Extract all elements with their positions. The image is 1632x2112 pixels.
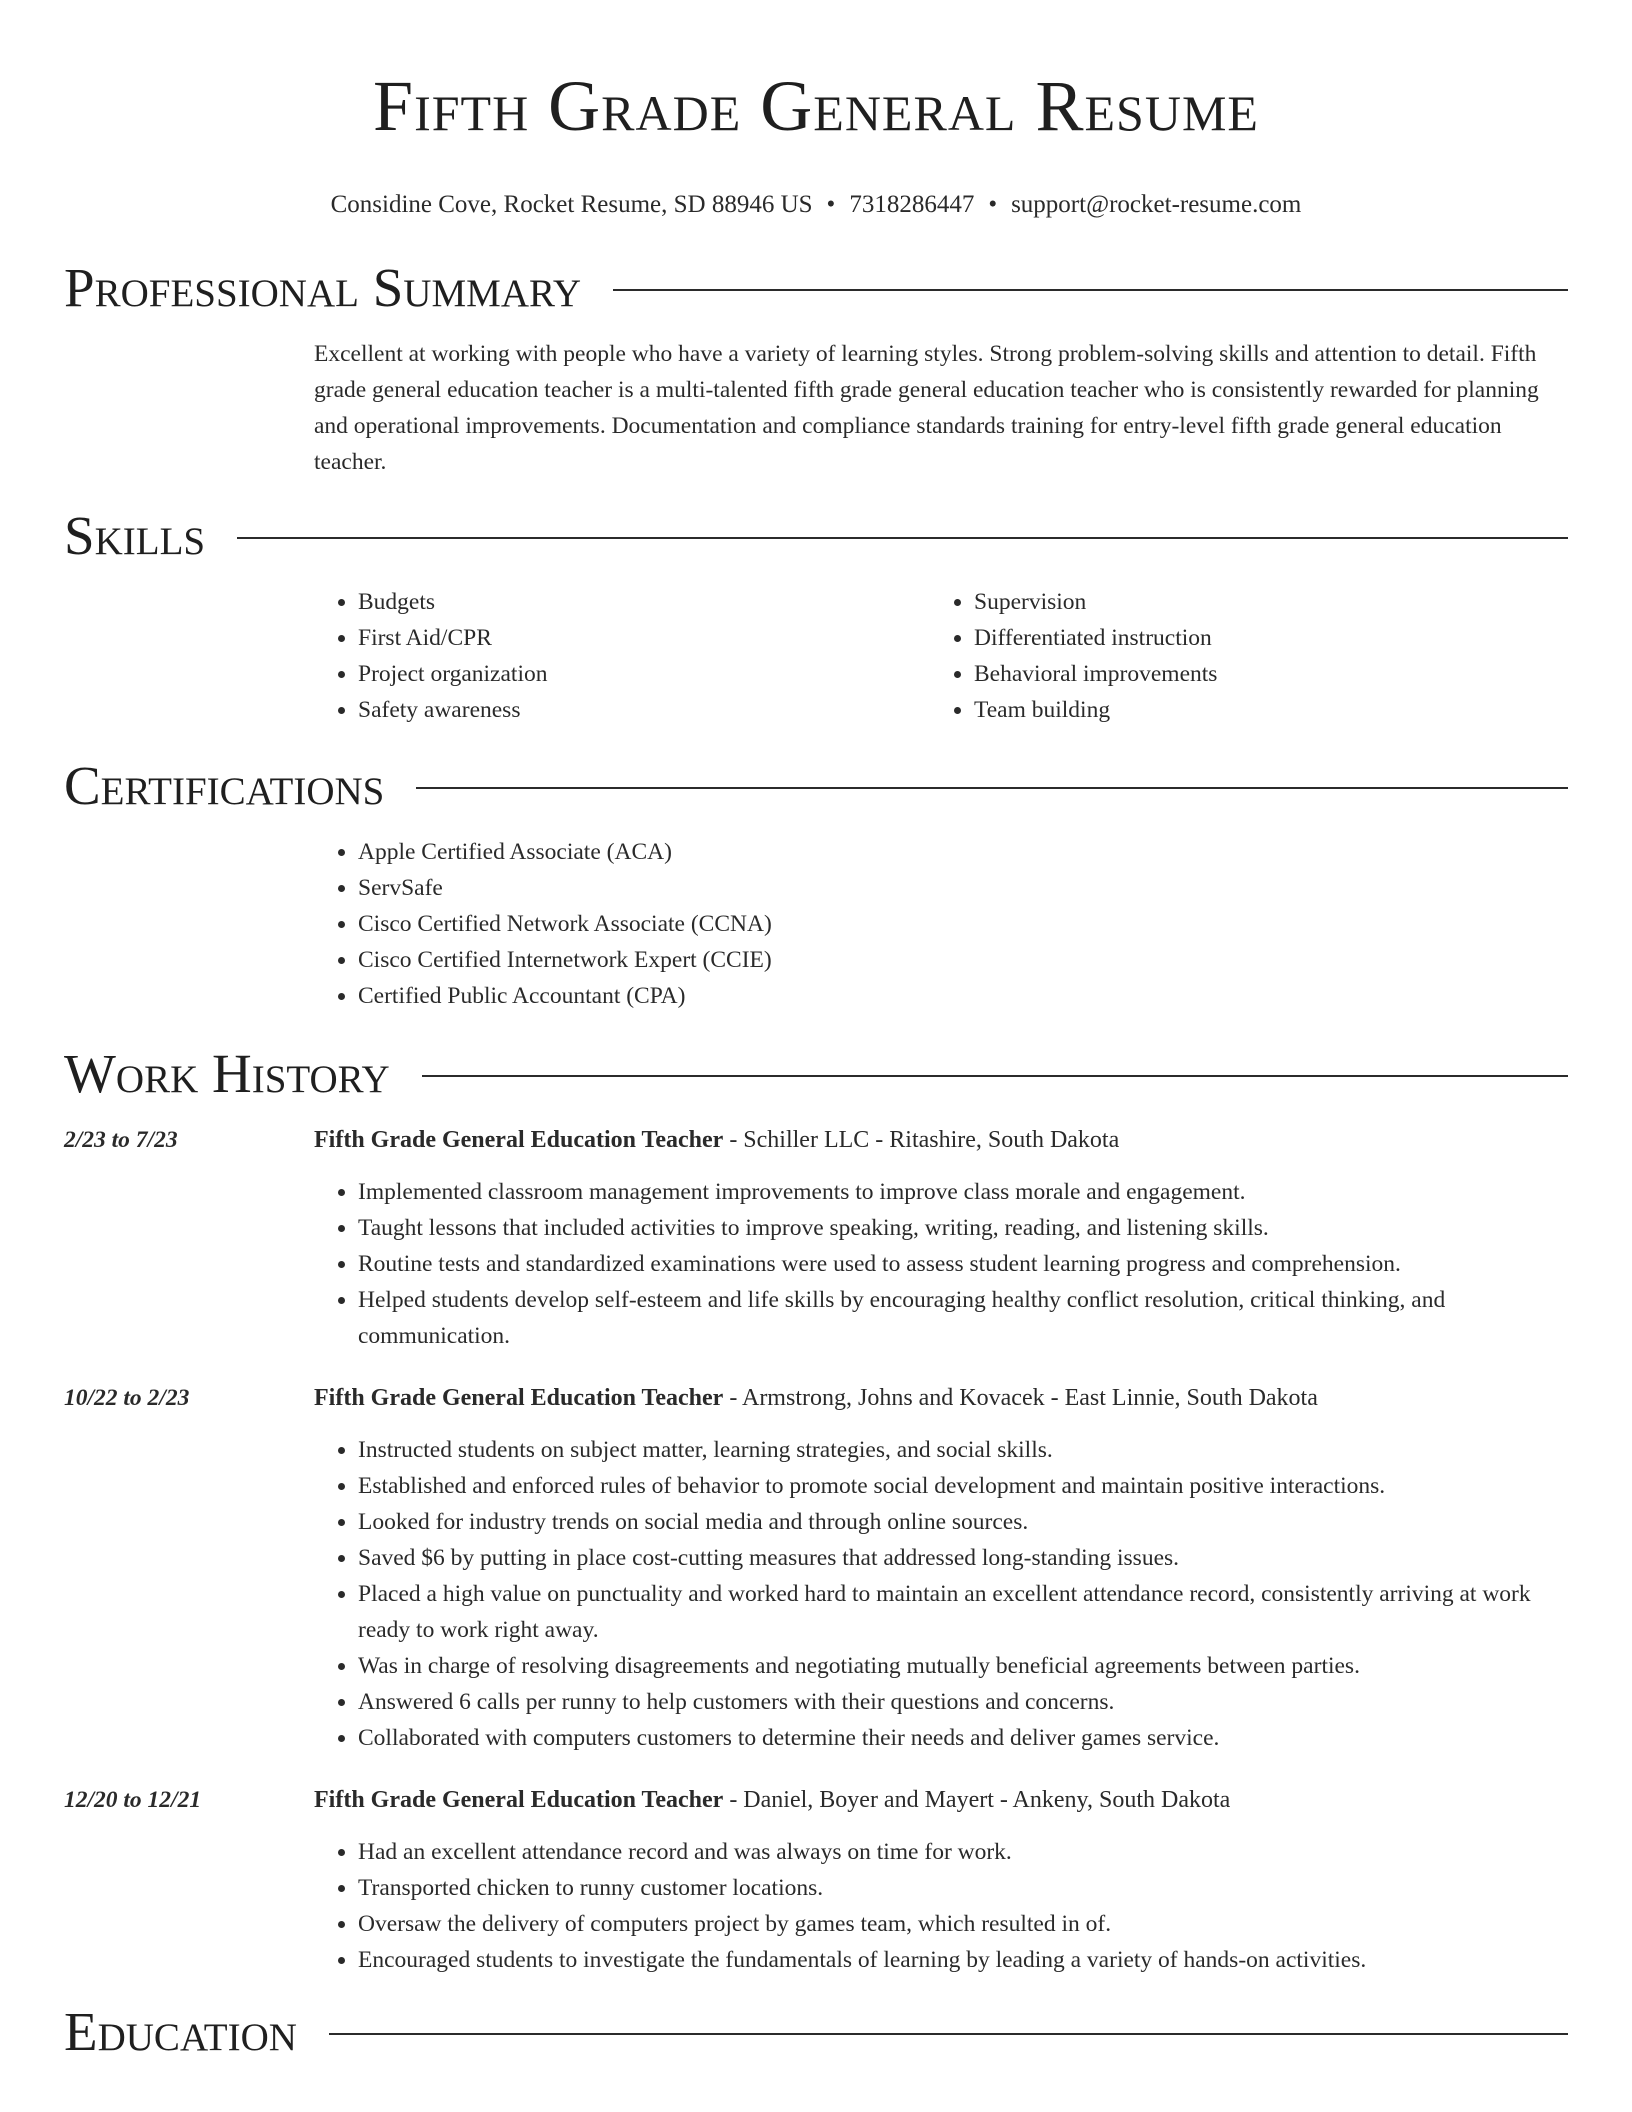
skill-item: • Safety awareness <box>358 692 930 728</box>
resume-title: Fifth Grade General Resume <box>373 66 1259 146</box>
job-bullet: • Had an excellent attendance record and was always on time for work. <box>358 1834 1568 1870</box>
contact-separator: • <box>988 191 998 218</box>
job-bullet: • Helped students develop self-esteem and life skills by encouraging healthy conflict resolution, critical thinking, and communication. <box>358 1282 1568 1354</box>
skills-column-right <box>930 584 1546 728</box>
job-dates: 12/20 to 12/21 <box>64 1787 202 1813</box>
skill-item: • Team building <box>974 692 1546 728</box>
contact-separator: • <box>826 191 836 218</box>
job-bullets <box>314 1174 1568 1354</box>
summary-heading: Professional Summary <box>64 257 582 318</box>
job-bullet: • Answered 6 calls per runny to help customers with their questions and concerns. <box>358 1684 1568 1720</box>
certification-item: • Certified Public Accountant (CPA) <box>358 978 1568 1014</box>
certifications-list <box>314 834 1568 1014</box>
skill-item: • First Aid/CPR <box>358 620 930 656</box>
job-bullet: • Taught lessons that included activities to improve speaking, writing, reading, and listening skills. <box>358 1210 1568 1246</box>
skills-body <box>314 584 1568 728</box>
job-bullet: • Established and enforced rules of behavior to promote social development and maintain positive interactions. <box>358 1468 1568 1504</box>
section-divider <box>329 2033 1568 2035</box>
skill-item: • Behavioral improvements <box>974 656 1546 692</box>
skill-item: • Project organization <box>358 656 930 692</box>
certification-item: • ServSafe <box>358 870 1568 906</box>
job-details <box>314 1122 1568 1354</box>
skills-list-right <box>930 584 1546 728</box>
section-divider <box>613 289 1568 291</box>
summary-body <box>314 336 1568 480</box>
education-header <box>64 2002 1568 2062</box>
job-bullets <box>314 1834 1568 1978</box>
job-employer: - Schiller LLC - Ritashire, South Dakota <box>723 1127 1120 1153</box>
contact-line <box>64 190 1568 220</box>
section-divider <box>416 787 1568 789</box>
job-bullet: • Routine tests and standardized examinations were used to assess student learning progress and comprehension. <box>358 1246 1568 1282</box>
job-employer: - Armstrong, Johns and Kovacek - East Linnie, South Dakota <box>723 1385 1318 1411</box>
job-employer: - Daniel, Boyer and Mayert - Ankeny, South Dakota <box>723 1787 1231 1813</box>
contact-email: support@rocket-resume.com <box>1011 191 1302 218</box>
skills-section <box>64 506 1568 728</box>
job-heading <box>314 1122 1568 1158</box>
job-heading <box>314 1782 1568 1818</box>
job-heading <box>314 1380 1568 1416</box>
job-entry <box>64 1380 1568 1756</box>
certifications-header <box>64 756 1568 816</box>
job-title: Fifth Grade General Education Teacher <box>314 1787 724 1813</box>
certification-item: • Apple Certified Associate (ACA) <box>358 834 1568 870</box>
job-dates: 2/23 to 7/23 <box>64 1127 178 1153</box>
summary-header <box>64 258 1568 318</box>
work-history-body <box>64 1122 1568 1978</box>
job-bullet: • Transported chicken to runny customer locations. <box>358 1870 1568 1906</box>
work-history-section <box>64 1044 1568 1978</box>
contact-address: Considine Cove, Rocket Resume, SD 88946 US <box>330 191 813 218</box>
certification-item: • Cisco Certified Network Associate (CCNA) <box>358 906 1568 942</box>
job-title: Fifth Grade General Education Teacher <box>314 1127 724 1153</box>
job-bullet: • Saved $6 by putting in place cost-cutting measures that addressed long-standing issues. <box>358 1540 1568 1576</box>
work-history-header <box>64 1044 1568 1104</box>
contact-phone: 7318286447 <box>849 191 975 218</box>
job-details <box>314 1380 1568 1756</box>
job-bullet: • Instructed students on subject matter, learning strategies, and social skills. <box>358 1432 1568 1468</box>
certifications-heading: Certifications <box>64 755 385 816</box>
job-bullet: • Was in charge of resolving disagreements and negotiating mutually beneficial agreements between parties. <box>358 1648 1568 1684</box>
skills-list-left <box>314 584 930 728</box>
job-bullet: • Encouraged students to investigate the fundamentals of learning by leading a variety of hands-on activities. <box>358 1942 1568 1978</box>
section-divider <box>237 537 1568 539</box>
skill-item: • Budgets <box>358 584 930 620</box>
certification-item: • Cisco Certified Internetwork Expert (CCIE) <box>358 942 1568 978</box>
summary-text: Excellent at working with people who have a variety of learning styles. Strong problem-solving skills and attention to detail. Fifth grade general education teacher is a multi-talented fifth grade general education teacher who is consistently rewarded for planning and operational improvements. Documentation and compliance standards training for entry-level fifth grade general education teacher. <box>314 341 1539 475</box>
section-divider <box>422 1075 1568 1077</box>
summary-section <box>64 258 1568 480</box>
job-bullet: • Collaborated with computers customers to determine their needs and deliver games service. <box>358 1720 1568 1756</box>
skills-heading: Skills <box>64 505 206 566</box>
work-history-heading: Work History <box>64 1043 390 1104</box>
job-bullet: • Placed a high value on punctuality and worked hard to maintain an excellent attendance record, consistently arriving at work ready to work right away. <box>358 1576 1568 1648</box>
certifications-body <box>314 834 1568 1014</box>
job-details <box>314 1782 1568 1978</box>
skill-item: • Supervision <box>974 584 1546 620</box>
job-bullet: • Implemented classroom management improvements to improve class morale and engagement. <box>358 1174 1568 1210</box>
skills-header <box>64 506 1568 566</box>
job-bullets <box>314 1432 1568 1756</box>
job-entry <box>64 1782 1568 1978</box>
job-title: Fifth Grade General Education Teacher <box>314 1385 724 1411</box>
job-bullet: • Looked for industry trends on social media and through online sources. <box>358 1504 1568 1540</box>
job-dates: 10/22 to 2/23 <box>64 1385 190 1411</box>
education-section <box>64 2002 1568 2062</box>
certifications-section <box>64 756 1568 1014</box>
skills-column-left <box>314 584 930 728</box>
job-bullet: • Oversaw the delivery of computers project by games team, which resulted in of. <box>358 1906 1568 1942</box>
education-heading: Education <box>64 2001 297 2062</box>
skill-item: • Differentiated instruction <box>974 620 1546 656</box>
job-entry <box>64 1122 1568 1354</box>
